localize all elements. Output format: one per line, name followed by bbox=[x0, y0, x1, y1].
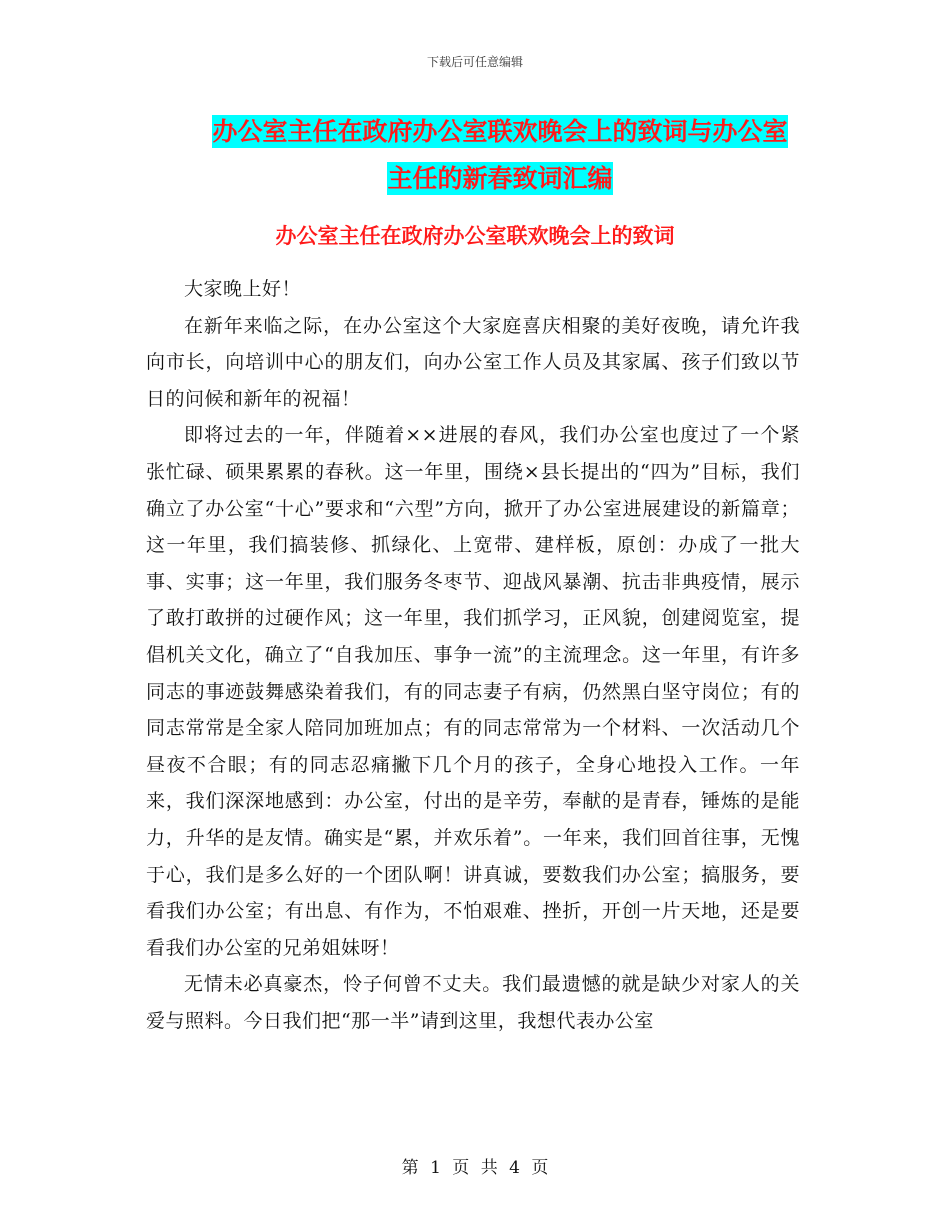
document-title-line1: 办公室主任在政府办公室联欢晚会上的致词与办公室 bbox=[212, 117, 788, 146]
section-title: 办公室主任在政府办公室联欢晚会上的致词 bbox=[275, 223, 675, 248]
paragraph: 无情未必真豪杰，怜子何曾不丈夫。我们最遗憾的就是缺少对家人的关爱与照料。今日我们把“那一半”请到这里，我想代表办公室 bbox=[146, 973, 800, 1032]
paragraph: 即将过去的一年，伴随着××进展的春风，我们办公室也度过了一个紧张忙碌、硕果累累的春秋。这一年里，围绕×县长提出的“四为”目标，我们确立了办公室“十心”要求和“六型”方向，掀开了办公室进展建设的新篇章；这一年里，我们搞装修、抓绿化、上宽带、建样板，原创：办成了一批大事、实事；这一年里，我们服务冬枣节、迎战风暴潮、抗击非典疫情，展示了敢打敢拼的过硬作风；这一年里，我们抓学习，正风貌，创建阅览室，提倡机关文化，确立了“自我加压、事争一流”的主流理念。这一年里，有许多同志的事迹鼓舞感染着我们，有的同志妻子有病，仍然黑白坚守岗位；有的同志常常是全家人陪同加班加点；有的同志常常为一个材料、一次活动几个昼夜不合眼；有的同志忍痛撇下几个月的孩子，全身心地投入工作。一年来，我们深深地感到：办公室，付出的是辛劳，奉献的是青春，锤炼的是能力，升华的是友情。确实是“累，并欢乐着”。一年来，我们回首往事，无愧于心，我们是多么好的一个团队啊！讲真诚，要数我们办公室；搞服务，要看我们办公室；有出息、有作为，不怕艰难、挫折，开创一片天地，还是要看我们办公室的兄弟姐妹呀！ bbox=[146, 424, 800, 959]
paragraph: 在新年来临之际，在办公室这个大家庭喜庆相聚的美好夜晚，请允许我向市长，向培训中心的朋友们，向办公室工作人员及其家属、孩子们致以节日的问候和新年的祝福！ bbox=[146, 314, 800, 410]
document-title-line2: 主任的新春致词汇编 bbox=[387, 164, 613, 193]
document-title bbox=[150, 108, 850, 202]
document-body bbox=[146, 271, 800, 1039]
header-note: 下载后可任意编辑 bbox=[426, 55, 523, 69]
paragraph-greeting: 大家晚上好！ bbox=[184, 278, 302, 300]
page-number-footer: 第 1 页 共 4 页 bbox=[401, 1158, 549, 1178]
